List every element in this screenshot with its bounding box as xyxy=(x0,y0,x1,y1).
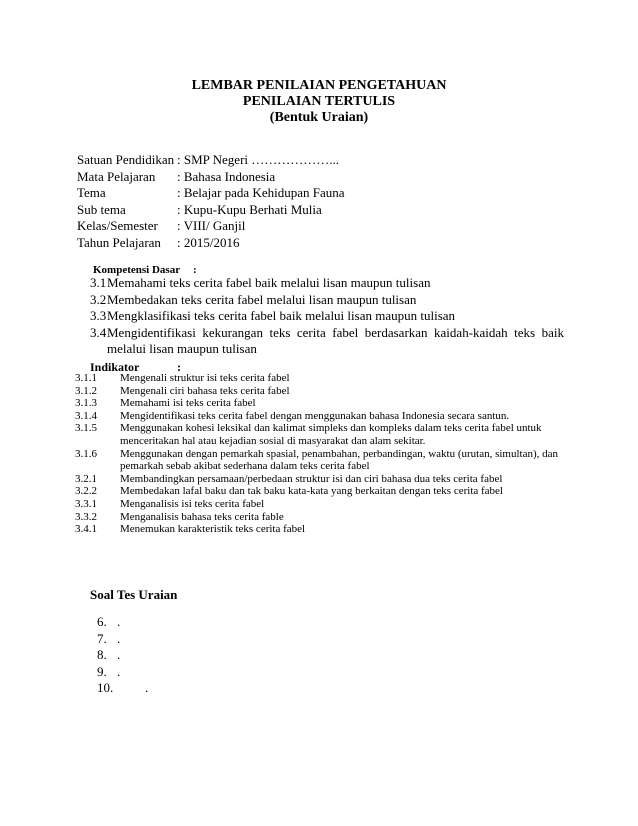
soal-list xyxy=(97,614,148,697)
item-text: . xyxy=(117,663,121,679)
list-item xyxy=(97,680,148,697)
info-value: : SMP Negeri ………………... xyxy=(177,152,340,167)
item-number: 3.3.2 xyxy=(75,510,97,523)
item-text: Menganalisis isi teks cerita fabel xyxy=(120,497,265,510)
document-subtitle: PENILAIAN TERTULIS xyxy=(242,94,396,109)
list-item xyxy=(90,292,564,309)
list-item xyxy=(97,664,148,681)
list-item xyxy=(75,422,565,447)
list-item xyxy=(75,498,565,511)
document-form-type: (Bentuk Uraian) xyxy=(269,110,369,125)
item-text: Membedakan lafal baku dan tak baku kata-kata yang berkaitan dengan teks cerita fabel xyxy=(120,485,503,498)
kompetensi-list xyxy=(90,275,564,358)
item-text: Mengidentifikasi kekurangan teks cerita fabel berdasarkan kaidah-kaidah teks baik melalui lisan maupun tulisan xyxy=(107,324,564,356)
item-number: 3.1.3 xyxy=(75,397,97,410)
item-text: Mengenali ciri bahasa teks cerita fabel xyxy=(120,384,290,397)
item-text: Memahami isi teks cerita fabel xyxy=(120,397,256,410)
info-key: Kelas/Semester xyxy=(77,218,158,233)
list-item xyxy=(75,473,565,486)
info-value: : 2015/2016 xyxy=(177,234,240,250)
list-item xyxy=(90,308,564,325)
item-number: 3.3 xyxy=(90,308,107,323)
item-number: 3.2.1 xyxy=(75,472,97,485)
item-text: . xyxy=(117,630,121,646)
list-item xyxy=(75,511,565,524)
list-item xyxy=(97,614,148,631)
item-text: Mengidentifikasi teks cerita fabel dengan menggunakan bahasa Indonesia secara santun. xyxy=(120,409,510,422)
info-row-tema xyxy=(77,185,345,202)
item-number: 3.1.4 xyxy=(75,409,97,422)
item-number: 3.2.2 xyxy=(75,485,97,498)
list-item xyxy=(75,397,565,410)
list-item xyxy=(97,631,148,648)
info-key: Tema xyxy=(77,185,106,200)
indikator-heading-label: Indikator xyxy=(90,360,140,374)
list-item xyxy=(90,325,564,358)
item-number: 6. xyxy=(97,614,107,629)
item-text: Mengenali struktur isi teks cerita fabel xyxy=(120,372,290,384)
item-number: 3.3.1 xyxy=(75,497,97,510)
list-item xyxy=(75,485,565,498)
list-item xyxy=(75,372,565,385)
document-title: LEMBAR PENILAIAN PENGETAHUAN xyxy=(191,78,447,93)
item-number: 8. xyxy=(97,647,107,662)
item-number: 3.1.1 xyxy=(75,372,97,384)
item-text: Memahami teks cerita fabel baik melalui lisan maupun tulisan xyxy=(107,275,431,290)
item-text: . xyxy=(145,680,149,695)
item-text: Membedakan teks cerita fabel melalui lisan maupun tulisan xyxy=(107,291,417,307)
item-number: 9. xyxy=(97,663,107,679)
item-number: 3.2 xyxy=(90,291,107,307)
item-number: 3.1 xyxy=(90,275,107,290)
info-key: Tahun Pelajaran xyxy=(77,234,161,250)
item-text: Menemukan karakteristik teks cerita fabel xyxy=(120,523,306,536)
info-row-mapel xyxy=(77,169,345,186)
item-number: 3.4 xyxy=(90,324,107,340)
identity-table xyxy=(77,152,345,251)
list-item xyxy=(97,647,148,664)
item-text: Menggunakan kohesi leksikal dan kalimat simpleks dan kompleks dalam teks cerita fabel untuk menceritakan hal atau kejadian sosial di masyarakat dan alam sekitar. xyxy=(120,422,542,447)
item-text: . xyxy=(117,614,121,629)
info-key: Sub tema xyxy=(77,201,126,217)
info-value: : VIII/ Ganjil xyxy=(177,218,246,233)
list-item xyxy=(90,275,564,292)
info-value: : Belajar pada Kehidupan Fauna xyxy=(177,185,345,200)
item-text: Menganalisis bahasa teks cerita fable xyxy=(120,510,284,523)
info-row-kelas xyxy=(77,218,345,235)
item-number: 3.1.6 xyxy=(75,447,97,460)
list-item xyxy=(75,448,565,473)
item-text: Membandingkan persamaan/perbedaan struktur isi dan ciri bahasa dua teks cerita fabel xyxy=(120,472,503,485)
kompetensi-heading-label: Kompetensi Dasar xyxy=(93,264,181,276)
list-item xyxy=(75,523,565,536)
item-number: 10. xyxy=(97,680,114,695)
item-number: 7. xyxy=(97,630,107,646)
indikator-list xyxy=(75,372,565,536)
info-key: Mata Pelajaran xyxy=(77,168,156,184)
item-text: Menggunakan dengan pemarkah spasial, penambahan, perbandingan, waktu (urutan, simultan), dan pemarkah sebab akibat sederhana dalam teks cerita fabel xyxy=(120,447,559,473)
info-row-subtema xyxy=(77,202,345,219)
info-value: : Bahasa Indonesia xyxy=(177,168,276,184)
info-value: : Kupu-Kupu Berhati Mulia xyxy=(177,201,322,217)
info-row-tahun xyxy=(77,235,345,252)
info-key: Satuan Pendidikan xyxy=(77,152,175,167)
item-text: Mengklasifikasi teks cerita fabel baik melalui lisan maupun tulisan xyxy=(107,308,456,323)
soal-heading: Soal Tes Uraian xyxy=(90,587,178,602)
list-item xyxy=(75,385,565,398)
info-row-satuan xyxy=(77,152,345,169)
item-number: 3.4.1 xyxy=(75,523,97,536)
indikator-heading-colon: : xyxy=(177,360,181,374)
kompetensi-heading-colon: : xyxy=(193,264,197,276)
item-number: 3.1.2 xyxy=(75,384,97,397)
item-number: 3.1.5 xyxy=(75,422,97,435)
list-item xyxy=(75,410,565,423)
item-text: . xyxy=(117,647,121,662)
